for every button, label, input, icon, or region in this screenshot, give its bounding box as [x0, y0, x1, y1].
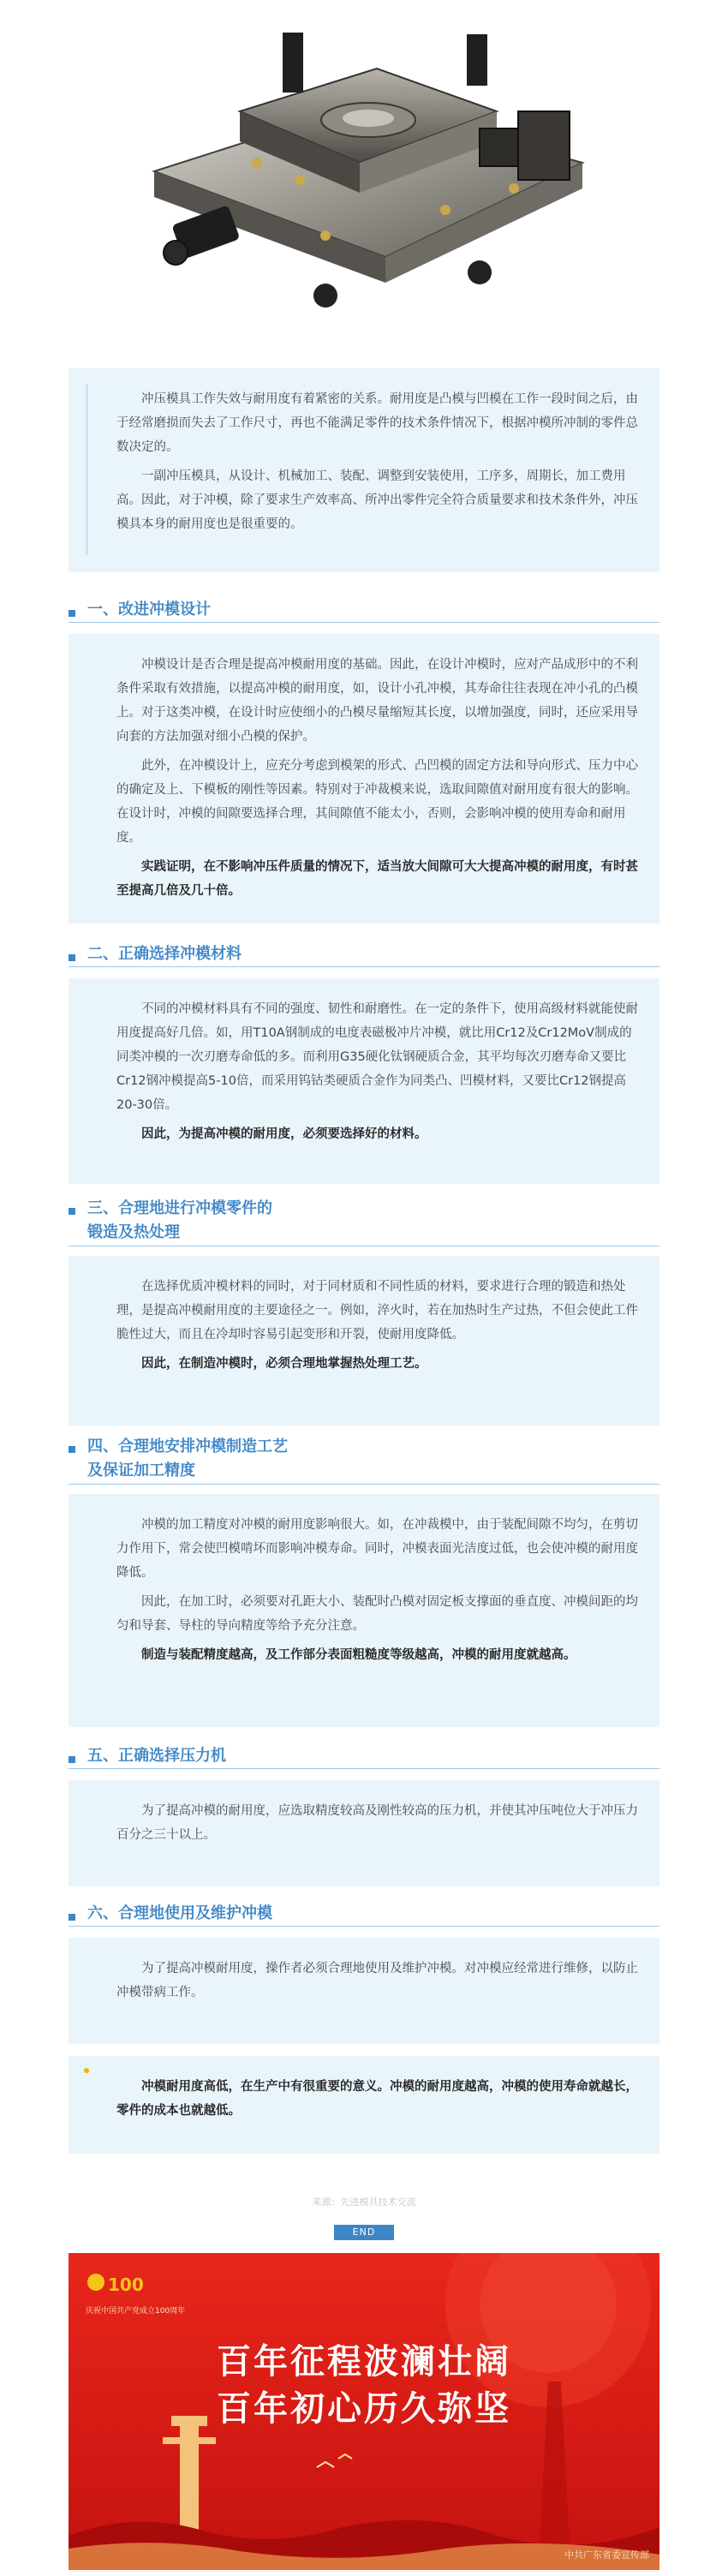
section-heading-6 — [69, 1902, 659, 1928]
section-emphasis: 制造与装配精度越高，及工作部分表面粗糙度等级越高，冲模的耐用度就越高。 — [141, 1648, 576, 1662]
section-paragraph: 冲模的加工精度对冲模的耐用度影响很大。如，在冲裁模中，由于装配间隙不均匀，在剪切力作用下，常会使凹模啃坏而影响冲模寿命。同时，冲模表面光洁度过低，也会使冲模的耐用度降低。 — [116, 1518, 638, 1580]
heading-underline — [69, 1768, 659, 1769]
heading-square-icon — [69, 1446, 75, 1453]
section-title: 六、合理地使用及维护冲模 — [87, 1904, 272, 1922]
intro-paragraph: 冲压模具工作失效与耐用度有着紧密的关系。耐用度是凸模与凹模在工作一段时间之后，由于经常磨损而失去了工作尺寸，再也不能满足零件的技术条件情况下，根据冲模所冲制的零件总数决定的。 — [116, 392, 638, 454]
heading-square-icon — [69, 1914, 75, 1921]
section-heading-4 — [69, 1436, 659, 1484]
section-paragraph: 为了提高冲模的耐用度，应选取精度较高及刚性较高的压力机，并使其冲压吨位大于冲压力百分之三十以上。 — [116, 1804, 638, 1842]
intro-card — [69, 368, 659, 572]
heading-underline — [69, 1484, 659, 1485]
heading-underline — [69, 966, 659, 967]
section-title-line2: 及保证加工精度 — [87, 1461, 195, 1479]
summary-text: 冲模耐用度高低，在生产中有很重要的意义。冲模的耐用度越高，冲模的使用寿命就越长，零件的成本也就越低。 — [116, 2080, 638, 2118]
section-card-1 — [69, 634, 659, 923]
section-paragraph: 因此，在加工时，必须要对孔距大小、装配时凸模对固定板支撑面的垂直度、冲模间距的均匀和导套、导柱的导向精度等给予充分注意。 — [116, 1595, 638, 1633]
section-paragraph: 冲模设计是否合理是提高冲模耐用度的基础。因此，在设计冲模时，应对产品成形中的不利条件采取有效措施，以提高冲模的耐用度，如，设计小孔冲模，其寿命往往表现在冲小孔的凸模上。对于这类冲模，在设计时应使细小的凸模尽量缩短其长度，以增加强度，同时，还应采用导向套的方法加强对细小凸模的保护。 — [116, 658, 638, 744]
section-title: 五、正确选择压力机 — [87, 1747, 226, 1765]
summary-card — [69, 2056, 659, 2154]
logo-caption: 庆祝中国共产党成立100周年 — [86, 2307, 186, 2316]
section-card-5 — [69, 1780, 659, 1886]
section-heading-3 — [69, 1198, 659, 1246]
intro-paragraph: 一副冲压模具，从设计、机械加工、装配、调整到安装使用，工序多，周期长，加工费用高。因此，对于冲模，除了要求生产效率高、所冲出零件完全符合质量要求和技术条件外，冲压模具本身的耐用度也是很重要的。 — [116, 469, 638, 531]
source-caption: 来源：先进模具技术交流 — [312, 2196, 416, 2208]
section-paragraph: 在选择优质冲模材料的同时，对于同材质和不同性质的材料，要求进行合理的锻造和热处理，是提高冲模耐用度的主要途径之一。例如，淬火时，若在加热时生产过热，不但会使此工件脆性过大，而且在冷却时容易引起变形和开裂，使耐用度降低。 — [116, 1280, 638, 1342]
section-emphasis: 因此，为提高冲模的耐用度，必须要选择好的材料。 — [141, 1127, 427, 1141]
section-paragraph: 此外，在冲模设计上，应充分考虑到模架的形式、凸凹模的固定方法和导向形式、压力中心的确定及上、下模板的刚性等因素。特别对于冲裁模来说，选取间隙值对耐用度有很大的影响。在设计时，冲模的间隙要选择合理，其间隙值不能太小，否则，会影响冲模的使用寿命和耐用度。 — [116, 759, 638, 845]
section-title: 二、正确选择冲模材料 — [87, 945, 242, 963]
section-card-4 — [69, 1494, 659, 1727]
heading-square-icon — [69, 954, 75, 961]
svg-text:100: 100 — [108, 2274, 144, 2295]
heading-square-icon — [69, 1208, 75, 1215]
heading-underline — [69, 622, 659, 623]
stamping-die-illustration — [0, 0, 728, 360]
section-emphasis: 因此，在制造冲模时，必须合理地掌握热处理工艺。 — [141, 1357, 427, 1371]
section-card-3 — [69, 1256, 659, 1425]
heading-square-icon — [69, 1756, 75, 1763]
heading-underline — [69, 1926, 659, 1927]
poster-banner — [69, 2253, 659, 2570]
section-title-line2: 锻造及热处理 — [87, 1223, 180, 1241]
party-emblem-icon — [86, 2270, 146, 2299]
hero-image — [0, 0, 728, 360]
section-emphasis: 实践证明，在不影响冲压件质量的情况下，适当放大间隙可大大提高冲模的耐用度，有时甚至提高几倍及几十倍。 — [116, 860, 638, 898]
poster-footer: 中共广东省委宣传部 — [564, 2549, 649, 2561]
section-paragraph: 不同的冲模材料具有不同的强度、韧性和耐磨性。在一定的条件下，使用高级材料就能使耐用度提高好几倍。如，用T10A钢制成的电度表磁极冲片冲模，就比用Cr12及Cr12MoV制成的同类冲模的一次刃磨寿命低的多。而利用G35硬化钛钢硬质合金，其平均每次刃磨寿命又要比Cr12钢冲模提高5-10倍，而采用钨钴类硬质合金作为同类凸、凹模材料，又要比Cr12钢提高20-30倍。 — [116, 1002, 638, 1112]
end-badge: END — [334, 2225, 394, 2240]
intro-card-bar — [86, 384, 88, 555]
section-title: 四、合理地安排冲模制造工艺 — [87, 1437, 288, 1455]
section-title: 三、合理地进行冲模零件的 — [87, 1199, 272, 1217]
poster-headline-2: 百年初心历久弥坚 — [217, 2389, 511, 2429]
poster-headline-1: 百年征程波澜壮阔 — [217, 2342, 511, 2382]
section-card-6 — [69, 1938, 659, 2044]
section-card-2 — [69, 978, 659, 1184]
section-title: 一、改进冲模设计 — [87, 601, 211, 619]
section-heading-1 — [69, 598, 659, 624]
section-heading-5 — [69, 1744, 659, 1770]
summary-dot-icon — [84, 2068, 89, 2073]
section-heading-2 — [69, 942, 659, 968]
centenary-logo — [86, 2270, 185, 2316]
section-paragraph: 为了提高冲模耐用度，操作者必须合理地使用及维护冲模。对冲模应经常进行维修，以防止冲模带病工作。 — [116, 1962, 638, 1999]
heading-square-icon — [69, 610, 75, 617]
